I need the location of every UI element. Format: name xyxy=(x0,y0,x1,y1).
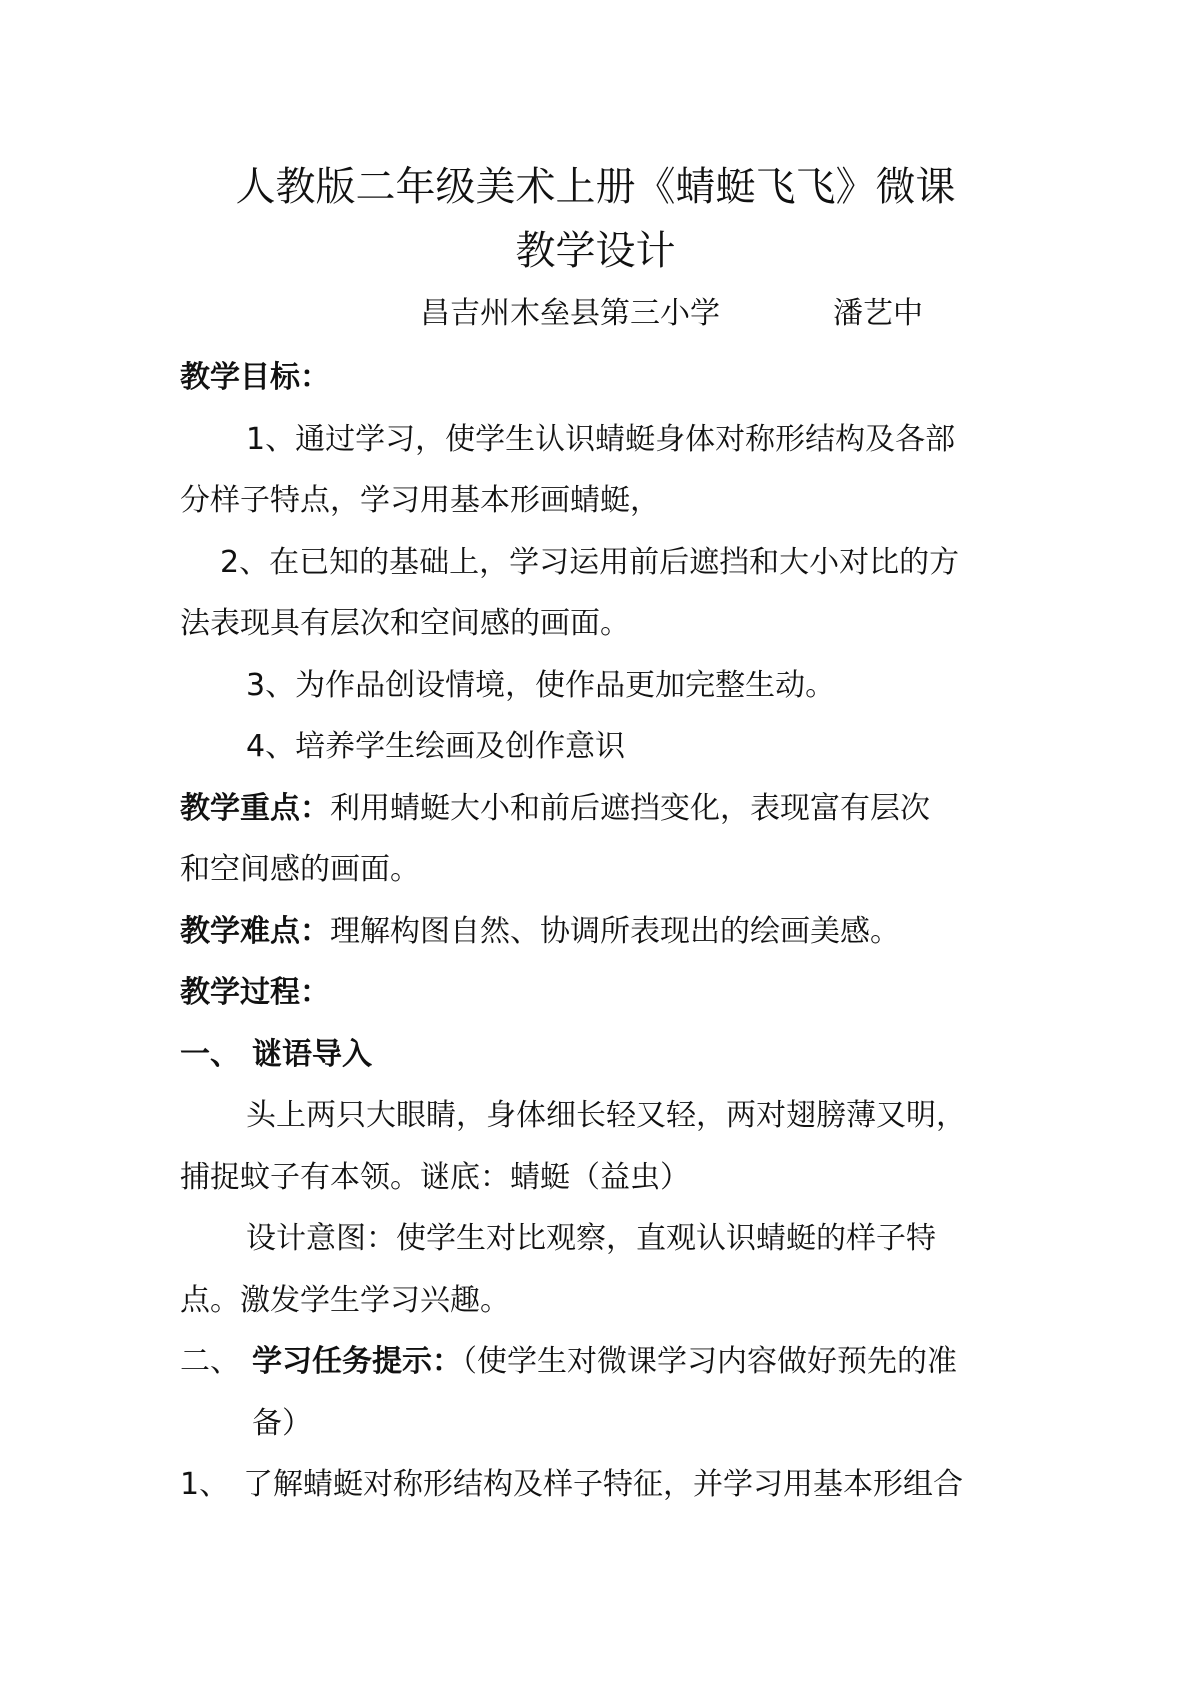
key-point-line1 xyxy=(180,789,930,829)
section-2-title: 学习任务提示： xyxy=(252,1344,462,1379)
document-title-line2: 教学设计 xyxy=(515,228,676,274)
process-heading: 教学过程： xyxy=(180,975,330,1010)
section-2-text: （使学生对微课学习内容做好预先的准 xyxy=(462,1344,957,1379)
difficulty-text: 理解构图自然、协调所表现出的绘画美感。 xyxy=(330,914,900,949)
objective-2-line1: 2、在已知的基础上，学习运用前后遮挡和大小对比的方 xyxy=(220,545,960,580)
objective-2-line2: 法表现具有层次和空间感的画面。 xyxy=(180,606,630,641)
section-2-line2: 备） xyxy=(252,1406,312,1441)
riddle-line2: 捕捉蚊子有本领。谜底：蜻蜓（益虫） xyxy=(180,1160,690,1195)
objective-1-line1: 1、通过学习，使学生认识蜻蜓身体对称形结构及各部 xyxy=(246,422,956,457)
objective-4: 4、培养学生绘画及创作意识 xyxy=(246,729,626,764)
key-point-line2: 和空间感的画面。 xyxy=(180,852,420,887)
item-1-text: 了解蜻蜓对称形结构及样子特征，并学习用基本形组合 xyxy=(243,1467,963,1502)
objectives-heading: 教学目标： xyxy=(180,360,330,395)
objective-1-line2: 分样子特点，学习用基本形画蜻蜓， xyxy=(180,483,660,518)
section-2-number: 二、 xyxy=(180,1344,240,1379)
objective-3: 3、为作品创设情境，使作品更加完整生动。 xyxy=(246,668,836,703)
item-1-number: 1、 xyxy=(180,1467,230,1502)
difficulty-label: 教学难点： xyxy=(180,914,330,949)
design-intent-line2: 点。激发学生学习兴趣。 xyxy=(180,1283,510,1318)
difficulty-line xyxy=(180,912,900,952)
riddle-line1: 头上两只大眼睛，身体细长轻又轻，两对翅膀薄又明， xyxy=(246,1098,966,1133)
key-point-label: 教学重点： xyxy=(180,791,330,826)
design-intent-line1: 设计意图：使学生对比观察，直观认识蜻蜓的样子特 xyxy=(246,1221,936,1256)
section-1-number: 一、 xyxy=(180,1037,240,1072)
author-name: 潘艺中 xyxy=(833,296,923,331)
section-2-line1 xyxy=(252,1342,957,1382)
author-school: 昌吉州木垒县第三小学 xyxy=(420,296,720,331)
document-title-line1: 人教版二年级美术上册《蜻蜓飞飞》微课 xyxy=(235,164,956,210)
key-point-text: 利用蜻蜓大小和前后遮挡变化，表现富有层次 xyxy=(330,791,930,826)
section-1-title: 谜语导入 xyxy=(252,1037,372,1072)
